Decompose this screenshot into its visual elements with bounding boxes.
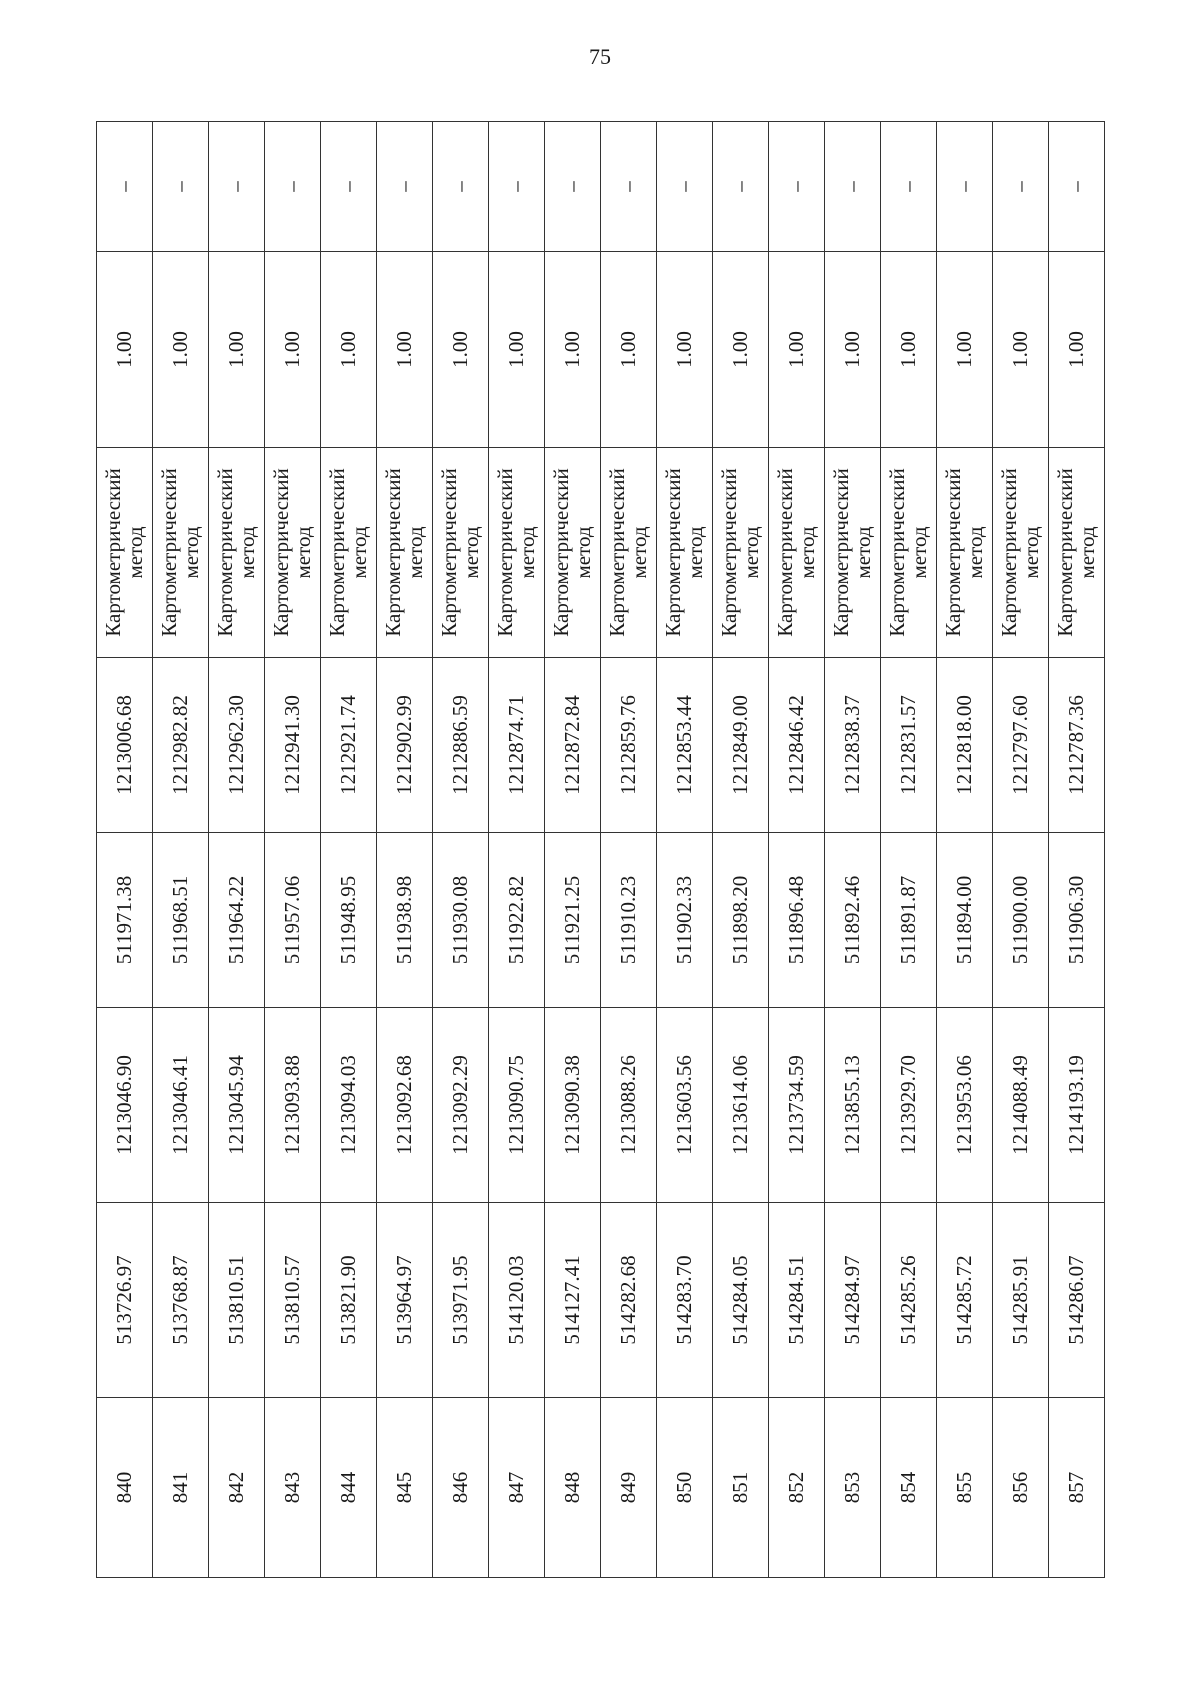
x-coordinate-cell: 514284.97 xyxy=(825,1203,881,1398)
accuracy-cell: 1.00 xyxy=(881,252,937,448)
method-cell: Картометрический метод xyxy=(97,448,153,658)
method-cell: Картометрический метод xyxy=(433,448,489,658)
note-cell: – xyxy=(825,122,881,252)
method-cell: Картометрический метод xyxy=(713,448,769,658)
x-coordinate-previous-cell: 511896.48 xyxy=(769,833,825,1008)
accuracy-cell: 1.00 xyxy=(265,252,321,448)
x-coordinate-previous-cell: 511900.00 xyxy=(993,833,1049,1008)
method-cell: Картометрический метод xyxy=(825,448,881,658)
y-coordinate-cell: 1213046.90 xyxy=(97,1008,153,1203)
x-coordinate-previous-cell: 511930.08 xyxy=(433,833,489,1008)
x-coordinate-previous-cell: 511968.51 xyxy=(153,833,209,1008)
y-coordinate-previous-cell: 1212921.74 xyxy=(321,658,377,833)
y-coordinate-previous-cell: 1212872.84 xyxy=(545,658,601,833)
point-number-cell: 845 xyxy=(377,1398,433,1578)
note-cell: – xyxy=(937,122,993,252)
table-row xyxy=(153,122,209,1578)
table-row xyxy=(993,122,1049,1578)
table-row xyxy=(97,122,153,1578)
point-number-cell: 847 xyxy=(489,1398,545,1578)
y-coordinate-previous-cell: 1212886.59 xyxy=(433,658,489,833)
point-number-cell: 848 xyxy=(545,1398,601,1578)
coordinates-table xyxy=(96,121,1105,1578)
accuracy-cell: 1.00 xyxy=(377,252,433,448)
x-coordinate-cell: 513810.51 xyxy=(209,1203,265,1398)
x-coordinate-cell: 513971.95 xyxy=(433,1203,489,1398)
x-coordinate-cell: 514286.07 xyxy=(1049,1203,1105,1398)
x-coordinate-previous-cell: 511894.00 xyxy=(937,833,993,1008)
point-number-cell: 856 xyxy=(993,1398,1049,1578)
method-cell: Картометрический метод xyxy=(209,448,265,658)
x-coordinate-previous-cell: 511910.23 xyxy=(601,833,657,1008)
point-number-cell: 851 xyxy=(713,1398,769,1578)
x-coordinate-cell: 514284.05 xyxy=(713,1203,769,1398)
table-row xyxy=(937,122,993,1578)
point-number-cell: 841 xyxy=(153,1398,209,1578)
y-coordinate-previous-cell: 1212853.44 xyxy=(657,658,713,833)
y-coordinate-cell: 1213953.06 xyxy=(937,1008,993,1203)
table-row xyxy=(1049,122,1105,1578)
method-cell: Картометрический метод xyxy=(657,448,713,658)
point-number-cell: 849 xyxy=(601,1398,657,1578)
point-number-cell: 844 xyxy=(321,1398,377,1578)
y-coordinate-cell: 1214193.19 xyxy=(1049,1008,1105,1203)
x-coordinate-previous-cell: 511971.38 xyxy=(97,833,153,1008)
method-cell: Картометрический метод xyxy=(601,448,657,658)
accuracy-cell: 1.00 xyxy=(97,252,153,448)
x-coordinate-cell: 514283.70 xyxy=(657,1203,713,1398)
y-coordinate-cell: 1213046.41 xyxy=(153,1008,209,1203)
note-cell: – xyxy=(993,122,1049,252)
y-coordinate-cell: 1213614.06 xyxy=(713,1008,769,1203)
y-coordinate-previous-cell: 1212846.42 xyxy=(769,658,825,833)
x-coordinate-previous-cell: 511964.22 xyxy=(209,833,265,1008)
accuracy-cell: 1.00 xyxy=(489,252,545,448)
accuracy-cell: 1.00 xyxy=(825,252,881,448)
y-coordinate-previous-cell: 1212982.82 xyxy=(153,658,209,833)
x-coordinate-cell: 513810.57 xyxy=(265,1203,321,1398)
table-row xyxy=(433,122,489,1578)
x-coordinate-cell: 514127.41 xyxy=(545,1203,601,1398)
x-coordinate-cell: 514285.26 xyxy=(881,1203,937,1398)
method-cell: Картометрический метод xyxy=(769,448,825,658)
y-coordinate-cell: 1213092.29 xyxy=(433,1008,489,1203)
x-coordinate-previous-cell: 511922.82 xyxy=(489,833,545,1008)
y-coordinate-cell: 1213093.88 xyxy=(265,1008,321,1203)
accuracy-cell: 1.00 xyxy=(321,252,377,448)
note-cell: – xyxy=(545,122,601,252)
point-number-cell: 846 xyxy=(433,1398,489,1578)
point-number-cell: 854 xyxy=(881,1398,937,1578)
table-row xyxy=(769,122,825,1578)
table-row xyxy=(209,122,265,1578)
table-row xyxy=(825,122,881,1578)
x-coordinate-previous-cell: 511902.33 xyxy=(657,833,713,1008)
accuracy-cell: 1.00 xyxy=(713,252,769,448)
x-coordinate-cell: 514285.91 xyxy=(993,1203,1049,1398)
table-row xyxy=(713,122,769,1578)
x-coordinate-previous-cell: 511892.46 xyxy=(825,833,881,1008)
table-row xyxy=(545,122,601,1578)
y-coordinate-cell: 1213734.59 xyxy=(769,1008,825,1203)
x-coordinate-previous-cell: 511921.25 xyxy=(545,833,601,1008)
y-coordinate-previous-cell: 1212902.99 xyxy=(377,658,433,833)
table-row xyxy=(881,122,937,1578)
note-cell: – xyxy=(1049,122,1105,252)
accuracy-cell: 1.00 xyxy=(545,252,601,448)
y-coordinate-cell: 1213092.68 xyxy=(377,1008,433,1203)
point-number-cell: 840 xyxy=(97,1398,153,1578)
y-coordinate-previous-cell: 1212787.36 xyxy=(1049,658,1105,833)
x-coordinate-previous-cell: 511906.30 xyxy=(1049,833,1105,1008)
y-coordinate-previous-cell: 1212838.37 xyxy=(825,658,881,833)
note-cell: – xyxy=(769,122,825,252)
x-coordinate-cell: 513726.97 xyxy=(97,1203,153,1398)
x-coordinate-previous-cell: 511957.06 xyxy=(265,833,321,1008)
x-coordinate-cell: 513821.90 xyxy=(321,1203,377,1398)
y-coordinate-cell: 1213090.75 xyxy=(489,1008,545,1203)
y-coordinate-cell: 1213603.56 xyxy=(657,1008,713,1203)
x-coordinate-cell: 514282.68 xyxy=(601,1203,657,1398)
accuracy-cell: 1.00 xyxy=(657,252,713,448)
point-number-cell: 842 xyxy=(209,1398,265,1578)
x-coordinate-cell: 514120.03 xyxy=(489,1203,545,1398)
accuracy-cell: 1.00 xyxy=(1049,252,1105,448)
note-cell: – xyxy=(601,122,657,252)
point-number-cell: 855 xyxy=(937,1398,993,1578)
page-number: 75 xyxy=(589,44,611,69)
point-number-cell: 843 xyxy=(265,1398,321,1578)
method-cell: Картометрический метод xyxy=(545,448,601,658)
accuracy-cell: 1.00 xyxy=(937,252,993,448)
point-number-cell: 853 xyxy=(825,1398,881,1578)
note-cell: – xyxy=(433,122,489,252)
method-cell: Картометрический метод xyxy=(993,448,1049,658)
note-cell: – xyxy=(153,122,209,252)
table-row xyxy=(601,122,657,1578)
note-cell: – xyxy=(209,122,265,252)
table-row xyxy=(265,122,321,1578)
x-coordinate-cell: 514285.72 xyxy=(937,1203,993,1398)
method-cell: Картометрический метод xyxy=(937,448,993,658)
x-coordinate-cell: 514284.51 xyxy=(769,1203,825,1398)
x-coordinate-previous-cell: 511891.87 xyxy=(881,833,937,1008)
note-cell: – xyxy=(265,122,321,252)
note-cell: – xyxy=(321,122,377,252)
coordinates-table-container xyxy=(96,122,1104,1578)
note-cell: – xyxy=(97,122,153,252)
y-coordinate-previous-cell: 1212831.57 xyxy=(881,658,937,833)
point-number-cell: 857 xyxy=(1049,1398,1105,1578)
y-coordinate-previous-cell: 1212849.00 xyxy=(713,658,769,833)
method-cell: Картометрический метод xyxy=(881,448,937,658)
table-row xyxy=(321,122,377,1578)
y-coordinate-previous-cell: 1212859.76 xyxy=(601,658,657,833)
note-cell: – xyxy=(881,122,937,252)
point-number-cell: 852 xyxy=(769,1398,825,1578)
y-coordinate-cell: 1213088.26 xyxy=(601,1008,657,1203)
note-cell: – xyxy=(489,122,545,252)
y-coordinate-cell: 1214088.49 xyxy=(993,1008,1049,1203)
y-coordinate-previous-cell: 1212962.30 xyxy=(209,658,265,833)
table-row xyxy=(377,122,433,1578)
y-coordinate-previous-cell: 1212797.60 xyxy=(993,658,1049,833)
x-coordinate-cell: 513964.97 xyxy=(377,1203,433,1398)
accuracy-cell: 1.00 xyxy=(769,252,825,448)
point-number-cell: 850 xyxy=(657,1398,713,1578)
method-cell: Картометрический метод xyxy=(153,448,209,658)
x-coordinate-cell: 513768.87 xyxy=(153,1203,209,1398)
x-coordinate-previous-cell: 511938.98 xyxy=(377,833,433,1008)
accuracy-cell: 1.00 xyxy=(153,252,209,448)
note-cell: – xyxy=(377,122,433,252)
x-coordinate-previous-cell: 511898.20 xyxy=(713,833,769,1008)
y-coordinate-previous-cell: 1213006.68 xyxy=(97,658,153,833)
y-coordinate-cell: 1213090.38 xyxy=(545,1008,601,1203)
y-coordinate-previous-cell: 1212818.00 xyxy=(937,658,993,833)
method-cell: Картометрический метод xyxy=(321,448,377,658)
y-coordinate-cell: 1213855.13 xyxy=(825,1008,881,1203)
accuracy-cell: 1.00 xyxy=(601,252,657,448)
accuracy-cell: 1.00 xyxy=(993,252,1049,448)
table-row xyxy=(489,122,545,1578)
y-coordinate-cell: 1213045.94 xyxy=(209,1008,265,1203)
table-row xyxy=(657,122,713,1578)
y-coordinate-cell: 1213929.70 xyxy=(881,1008,937,1203)
method-cell: Картометрический метод xyxy=(377,448,433,658)
accuracy-cell: 1.00 xyxy=(433,252,489,448)
y-coordinate-previous-cell: 1212874.71 xyxy=(489,658,545,833)
method-cell: Картометрический метод xyxy=(265,448,321,658)
method-cell: Картометрический метод xyxy=(1049,448,1105,658)
method-cell: Картометрический метод xyxy=(489,448,545,658)
note-cell: – xyxy=(713,122,769,252)
y-coordinate-cell: 1213094.03 xyxy=(321,1008,377,1203)
y-coordinate-previous-cell: 1212941.30 xyxy=(265,658,321,833)
accuracy-cell: 1.00 xyxy=(209,252,265,448)
x-coordinate-previous-cell: 511948.95 xyxy=(321,833,377,1008)
note-cell: – xyxy=(657,122,713,252)
